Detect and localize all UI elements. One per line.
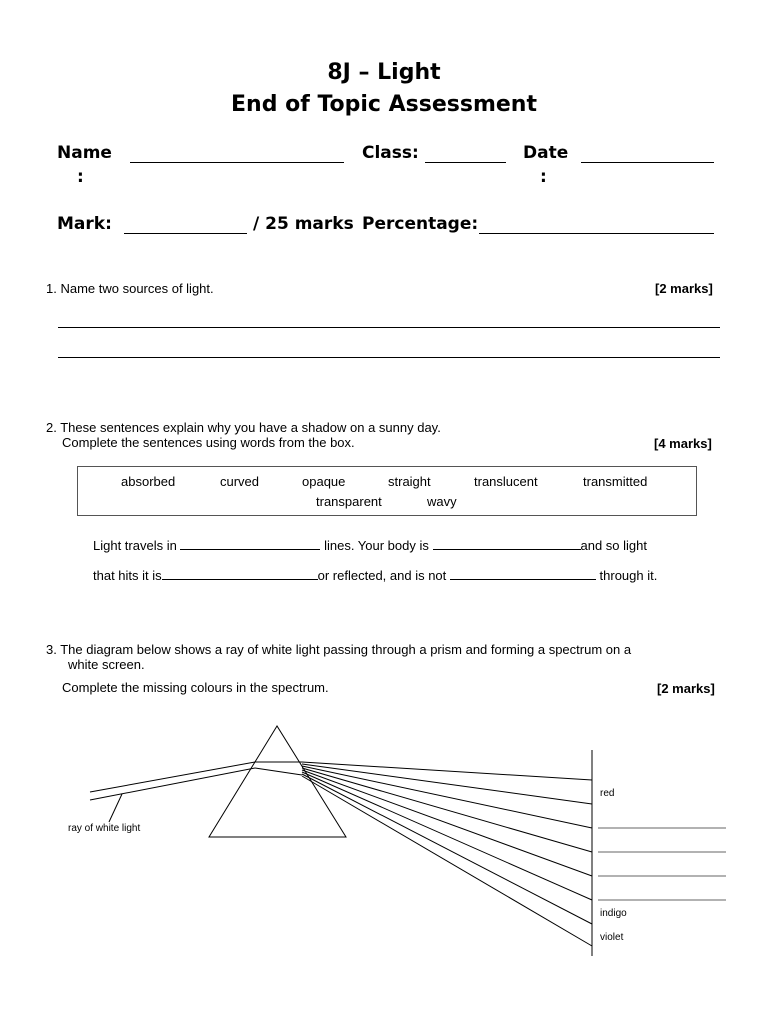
q3-marks: [2 marks]	[657, 681, 715, 696]
date-colon: :	[540, 167, 547, 187]
mark-label: Mark:	[57, 214, 112, 234]
spectrum-ray	[302, 770, 592, 876]
incoming-ray-lower	[90, 768, 255, 800]
name-label: Name	[57, 143, 112, 163]
spectrum-ray	[302, 776, 592, 946]
q2-sentence-1: Light travels in lines. Your body is and so light	[93, 538, 647, 553]
q3-text-1: 3. The diagram below shows a ray of white light passing through a prism and forming a spectrum on a	[46, 642, 632, 657]
q3-text-3: Complete the missing colours in the spectrum.	[62, 680, 329, 695]
word-item: opaque	[302, 474, 346, 489]
q2-text-2: Complete the sentences using words from the box.	[62, 435, 355, 450]
refracted-ray-lower	[255, 768, 302, 775]
ray-label-pointer	[109, 794, 122, 822]
class-label: Class:	[362, 143, 419, 163]
spectrum-ray	[302, 762, 592, 780]
q2-sentence-2: that hits it is or reflected, and is not through it.	[93, 568, 658, 583]
q2-marks: [4 marks]	[654, 436, 712, 451]
q3-text-2: white screen.	[68, 657, 145, 672]
word-item: transparent	[316, 494, 382, 509]
word-item: straight	[388, 474, 431, 489]
q1-marks: [2 marks]	[655, 281, 713, 296]
q1-text: 1. Name two sources of light.	[46, 281, 214, 296]
spectrum-ray	[302, 768, 592, 852]
word-item: wavy	[427, 494, 457, 509]
word-item: absorbed	[121, 474, 176, 489]
red-label: red	[600, 788, 615, 799]
prism	[209, 726, 346, 837]
word-item: translucent	[474, 474, 538, 489]
page-subtitle: End of Topic Assessment	[231, 92, 537, 117]
q2-text-1: 2. These sentences explain why you have a shadow on a sunny day.	[46, 420, 441, 435]
indigo-label: indigo	[600, 908, 627, 919]
date-label: Date	[523, 143, 569, 163]
marks-total: / 25 marks	[253, 214, 354, 234]
violet-label: violet	[600, 932, 624, 943]
name-colon: :	[77, 167, 84, 187]
word-item: curved	[220, 474, 260, 489]
spectrum-ray	[302, 764, 592, 804]
incoming-ray-upper	[90, 762, 255, 792]
page-title: 8J – Light	[327, 60, 441, 85]
percentage-label: Percentage:	[362, 214, 479, 234]
word-item: transmitted	[583, 474, 648, 489]
ray-label: ray of white light	[68, 823, 141, 834]
